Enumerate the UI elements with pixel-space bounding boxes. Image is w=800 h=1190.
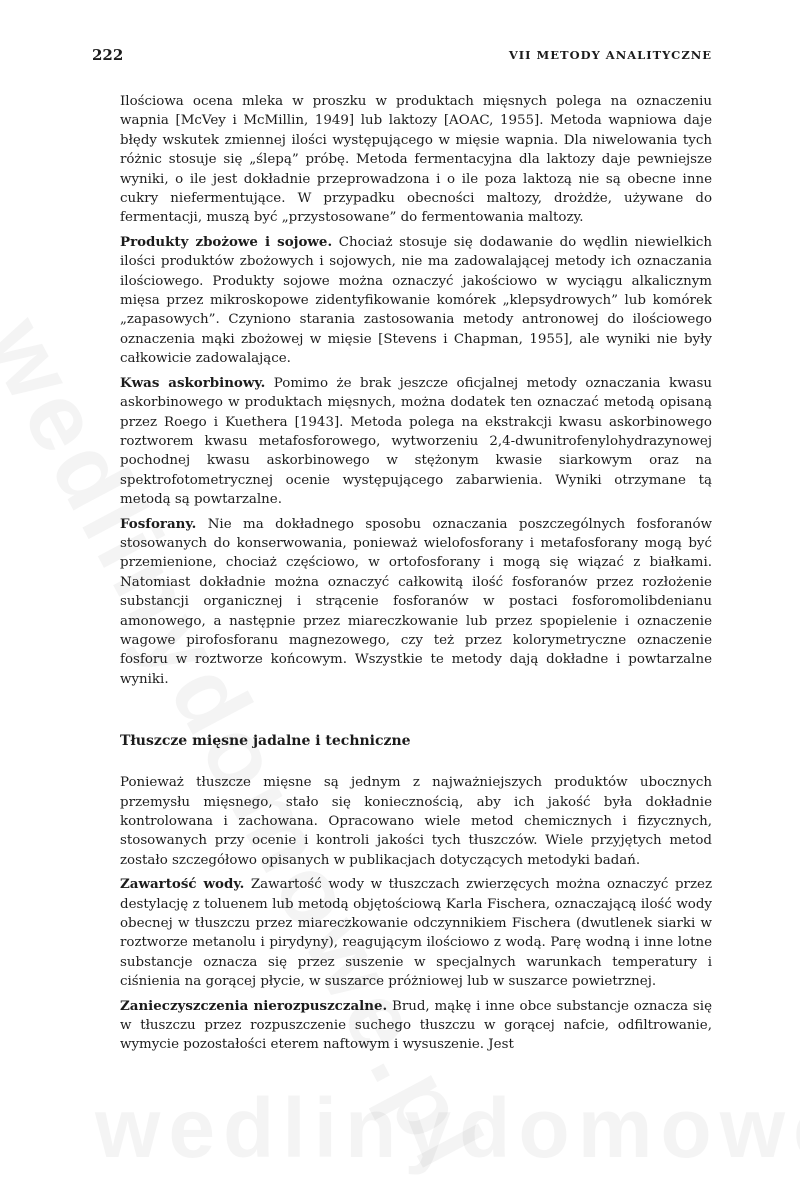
page-number: 222 bbox=[92, 46, 124, 64]
paragraph-cereal-soy bbox=[120, 233, 712, 369]
section-fats bbox=[120, 773, 712, 1055]
page-header bbox=[92, 46, 712, 68]
running-title: VII METODY ANALITYCZNE bbox=[508, 48, 712, 62]
paragraph-milk-powder: Ilościowa ocena mleka w proszku w produktach mięsnych polega na oznaczeniu wapnia [McVey i McMillin, 1949] lub laktozy [AOAC, 1955]. Metoda wapniowa daje błędy wskutek zmiennej ilości występującego w mięsie wapnia. Dla niwelowania tych różnic stosuje się „ślepą” próbę. Metoda fermentacyjna dla laktozy daje pewniejsze wyniki, o ile jest dokładnie przeprowadzona i o ile poza laktozą nie są obecne inne cukry niefermentujące. W przypadku obecności maltozy, drożdże, używane do fermentacji, muszą być „przystosowane” do fermentowania maltozy. bbox=[120, 94, 712, 226]
paragraph-text: Brud, mąkę i inne obce substancje oznacza się w tłuszczu przez rozpuszczenie suchego tłuszczu w gorącej nafcie, odfiltrowanie, wymycie pozostałości eterem naftowym i wysuszenie. Jest bbox=[120, 998, 712, 1053]
paragraph-lead: Produkty zbożowe i sojowe. bbox=[120, 233, 333, 250]
watermark-bottom bbox=[95, 1080, 800, 1177]
paragraph-text: Zawartość wody w tłuszczach zwierzęcych można oznaczyć przez destylację z toluenem lub metodą objętościową Karla Fischera, oznaczającą ilość wody obecnej w tłuszczu przez miareczkowanie odczynnikiem Fischera (dwutlenek siarki w roztworze metanolu i pirydyny), reagującym ilościowo z wodą. Parę wodną i inne lotne substancje oznacza się przez suszenie w specjalnych warunkach temperatury i ciśnienia na gorącej płycie, w suszarce próżniowej lub w suszarce powietrznej. bbox=[120, 877, 712, 990]
paragraph-text: Chociaż stosuje się dodawanie do wędlin niewielkich ilości produktów zbożowych i sojowych, nie ma zadowalającej metody ich oznaczania ilościowego. Produkty sojowe można oznaczyć jakościowo w wyciągu alkalicznym mięsa przez mikroskopowe zidentyfikowanie komórek „klepsydrowych” lub komórek „zapasowych”. Czyniono starania zastosowania metody antronowej do ilościowego oznaczenia mąki zbożowej w mięsie [Stevens i Chapman, 1955], ale wyniki nie były całkowicie zadowalające. bbox=[120, 234, 712, 367]
paragraph-lead: Fosforany. bbox=[120, 515, 197, 532]
paragraph-ascorbic-acid bbox=[120, 374, 712, 510]
section-heading: Tłuszcze mięsne jadalne i techniczne bbox=[120, 733, 411, 750]
page-body bbox=[120, 92, 712, 1055]
paragraph-fats-intro: Ponieważ tłuszcze mięsne są jednym z najważniejszych produktów ubocznych przemysłu mięsnego, stało się koniecznością, aby ich jakość była dokładnie kontrolowana i zachowana. Opracowano wiele metod chemicznych i fizycznych, stosowanych przy ocenie i kontroli jakości tych tłuszczów. Wiele przyjętych metod zostało szczegółowo opisanych w publikacjach dotyczących metodyki badań. bbox=[120, 775, 712, 868]
paragraph-lead: Kwas askorbinowy. bbox=[120, 374, 266, 391]
paragraph-text: Nie ma dokładnego sposobu oznaczania poszczególnych fosforanów stosowanych do konserwowania, ponieważ wielofosforany i metafosforany mogą być przemienione, chociaż częściowo, w ortofosforany i mogą się wiązać z białkami. Natomiast dokładnie można oznaczyć całkowitą ilość fosforanów przez rozłożenie substancji organicznej i strącenie fosforanów w postaci fosforomolibdenianu amonowego, a następnie przez miareczkowanie lub przez spopielenie i oznaczenie wagowe pirofosforanu magnezowego, czy też przez kolorymetryczne oznaczenie fosforu w roztworze końcowym. Wszystkie te metody dają dokładne i powtarzalne wyniki. bbox=[120, 516, 712, 687]
paragraph-phosphates bbox=[120, 515, 712, 690]
paragraph-water-content bbox=[120, 875, 712, 991]
paragraph-insoluble-impurities bbox=[120, 997, 712, 1055]
paragraph-lead: Zawartość wody. bbox=[120, 876, 245, 893]
paragraph-lead: Zanieczyszczenia nierozpuszczalne. bbox=[120, 997, 388, 1014]
paragraph-text: Pomimo że brak jeszcze oficjalnej metody oznaczania kwasu askorbinowego w produktach mięsnych, można dodatek ten oznaczać metodą opisaną przez Roego i Kuethera [1943]. Metoda polega na ekstrakcji kwasu askorbinowego roztworem kwasu metafosforowego, wytworzeniu 2,4-dwunitrofenylohydrazynowej pochodnej kwasu askorbinowego w stężonym kwasie siarkowym oraz na spektrofotometrycznej ocenie występującego zabarwienia. Wyniki otrzymane tą metodą są powtarzalne. bbox=[120, 375, 713, 508]
